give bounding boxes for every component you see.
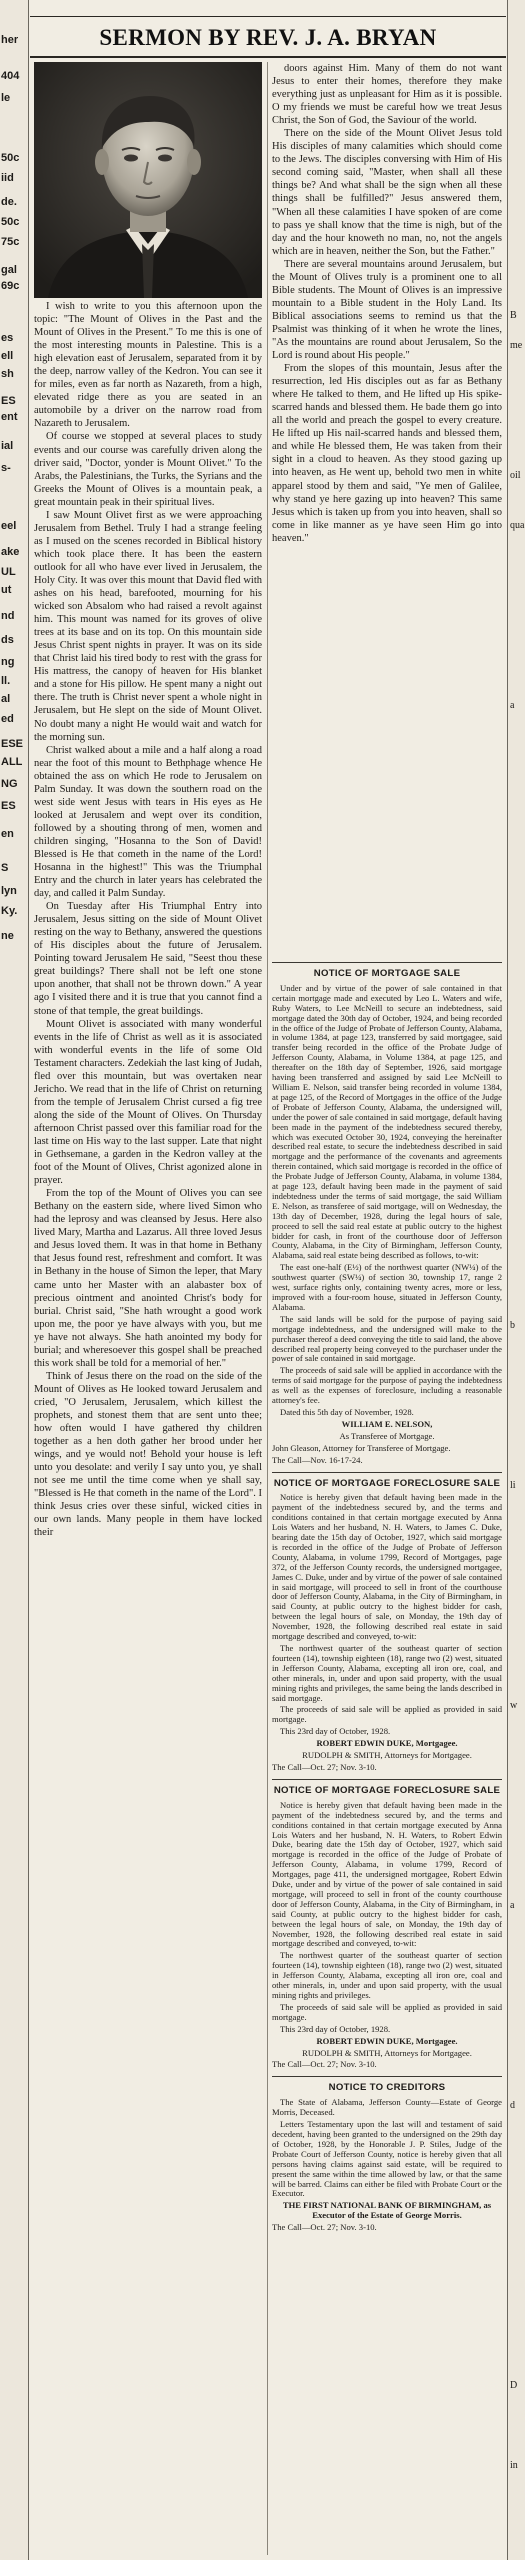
- left-strip-fragment: ell: [1, 350, 14, 362]
- left-strip-fragment: s-: [1, 462, 11, 474]
- notice-signature: ROBERT EDWIN DUKE, Mortgagee.: [316, 2035, 458, 2046]
- notice-title: NOTICE OF MORTGAGE SALE: [313, 968, 461, 979]
- right-strip-fragment: qua: [510, 520, 525, 531]
- legal-notices-column: [272, 962, 502, 2558]
- left-strip-fragment: 50c: [1, 152, 20, 164]
- left-strip-fragment: ake: [1, 546, 20, 558]
- portrait-photo: [34, 62, 262, 298]
- left-strip-fragment: de.: [1, 196, 17, 208]
- left-strip-fragment: her: [1, 34, 19, 46]
- left-strip-fragment: ESE: [1, 738, 24, 750]
- notice-paragraph: This 23rd day of October, 1928.: [280, 2023, 391, 2034]
- right-strip-fragment: w: [510, 1700, 518, 1711]
- sermon-paragraph: I wish to write to you this afternoon upon the topic: "The Mount of Olives in the Past and the Mount of Olives in the Present." To me this is one of the most interesting mounts in Palestine. This is a high elevation east of Jerusalem, separated from it by the deep, narrow valley of the Kedron. You can see it for miles, even as far north as Nazareth, from a high, elevated ridge there as you are seated in an automobile by a driver on the narrow road from Nazareth to Jerusalem.: [34, 301, 262, 430]
- notice-paragraph: The proceeds of said sale will be applied as provided in said mortgage.: [272, 1704, 502, 1725]
- notice-paragraph: Under and by virtue of the power of sale contained in that certain mortgage made and executed by Leo L. Waters and wife, Ruby Waters, to Lee McNeill to secure an indebtedness, said mortgage dated the 30th day of October, 1924, and being recorded in the office of the Judge of Probate of Jefferson County, Alabama, in volume 1384, at page 123, transferred by said mortgagee, said transfer being recorded in the office of the Probate Judge of Jefferson County, Alabama, in Volume 1384, at page 125, and thereafter on the 18th day of September, 1926, said mortgage having been transferred and assigned by said Lee McNeill to William E. Nelson, said transfer being recorded in volume 1384, at page 125, of the Record of Mortgages in the office of the Judge of Probate of Jefferson County, Alabama, the undersigned will, under the power of sale contained in said mortgage, default having been made in the payment of the indebtedness secured thereby, which was executed October 30, 1924, conveying the hereinafter described real estate, to secure the indebtedness described in said mortgage and the performance of the covenants and agreements therein contained, which said mortgage is recorded in the office of the Probate Judge of Jefferson County, Alabama, in volume 1384, at page 123, default having been made in the payment of said indebtedness under the terms of said mortgage, the said William E. Nelson, as transferee of said mortgage, will on Wednesday, the 13th day of December, 1928, during the legal hours of sale, proceed to sell the said real estate at public outcry to the highest bidder for cash, in front of the courthouse door of Jefferson County, Alabama, in the City of Birmingham, Jefferson County, Alabama, said real estate being described as follows, to-wit:: [272, 982, 502, 1261]
- left-strip-fragment: en: [1, 828, 14, 840]
- notice-paragraph: Notice is hereby given that default having been made in the payment of the indebtedness secured by, and the terms and conditions contained in that certain mortgage executed by Anna Lois Waters and her husband, N. H. Waters, to Robert Edwin Duke, bearing date the 15th day of October, 1927, which said mortgage is recorded in the office of the Judge of Probate of Jefferson County, Alabama, in volume 1799, Record of Mortgages, page 411, the undersigned mortgagee, Robert Edwin Duke, under and by virtue of the power of sale contained in said mortgage, will proceed to sell in front of the county courthouse door of Jefferson County, Alabama, in the City of Birmingham, in said County, at public outcry to the highest bidder for cash, between the legal hours of sale, on Monday, the 19th day of November, 1928, the following described real estate in said mortgage described and conveyed, to-wit:: [272, 1799, 502, 1949]
- notice-footer: The Call—Oct. 27; Nov. 3-10.: [272, 2059, 377, 2070]
- left-strip-fragment: ES: [1, 395, 16, 407]
- sermon-paragraph: From the slopes of this mountain, Jesus after the resurrection, led His disciples out as far as Bethany where He talked to them, and He lifted up His spike-scarred hands and blessed them. He bade them go into all the world and preach the gospel to every creature. He lifted up His nail-scarred hands and blessed them, and while He blessed them, He was taken from their sight in a cloud to heaven. As they stood gazing up into heaven, as He went up, behold two men in white apparel stood by them and said, "Ye men of Galilee, why stand ye here gazing up into heaven? This same Jesus which is taken up from you into heaven, shall so come in like manner as ye have seen Him go into heaven.": [272, 363, 502, 544]
- sermon-paragraph: doors against Him. Many of them do not want Jesus to enter their homes, therefore they make everything just as unpleasant for Him as it is possible. O my friends we must be careful how we treat Jesus Christ, the Son of God, the Saviour of the world.: [272, 63, 502, 127]
- left-strip-fragment: ng: [1, 656, 15, 668]
- notice-paragraph: Letters Testamentary upon the last will and testament of said decedent, having been granted to the undersigned on the 29th day of October, 1928, by the Honorable J. P. Stiles, Judge of the Probate Court of Jefferson County, notice is hereby given that all persons having claims against said estate, will be required to present the same within the time allowed by law, or that the same will be barred. Claims can either be filed with Probate Court or the Executor.: [272, 2119, 502, 2199]
- sermon-paragraph: I saw Mount Olivet first as we were approaching Jerusalem from Bethel. Truly I had a strange feeling as I mused on the scenes recorded in Biblical history which took place there. It has been the eastern outlook for all who have ever lived in Jerusalem, the Holy City. It was over this mount that David fled with ashes on his head, barefooted, mourning for his wicked son Absalom who had raised a revolt against him. This mount was named for its groves of olive trees at its base and on its top. On this mountain side Jesus Christ spent nights in prayer. It was on its side that Christ laid his tired body to rest with the grass for His mattress, the canopy of heaven for His blanket and a stone for His pillow. He spent many a night out there. The truth is Christ never spent a whole night in Jerusalem, but He slept on the side of Mount Olivet. No doubt many a night He would wait and watch for the morning sun.: [34, 509, 262, 743]
- column-divider: [267, 62, 268, 2555]
- notice-paragraph: Notice is hereby given that default having been made in the payment of the indebtedness secured by, and the terms and conditions contained in that certain mortgage executed by Anna Lois Waters and her husband, N. H. Waters, to James C. Duke, bearing date the 15th day of October, 1927, which said mortgage is recorded in the office of the Judge of Probate of Jefferson County, Alabama, in volume 1799, Record of Mortgages, page 372, of the Jefferson County records, the undersigned mortgagee, James C. Duke, under and by virtue of the power of sale contained in said mortgage, will proceed to sell in front of the courthouse door of Jefferson County, Alabama, in the City of Birmingham, in said County, at public outcry to the highest bidder for cash, between the legal hours of sale, on Monday, the 19th day of November, 1928, the following described real estate in said mortgage described and conveyed, to-wit:: [272, 1492, 502, 1642]
- right-strip-fragment: me: [510, 340, 523, 351]
- notice-footer: John Gleason, Attorney for Transferee of Mortgage.: [272, 1442, 451, 1453]
- notice-paragraph: The east one-half (E½) of the northwest quarter (NW¼) of the southwest quarter (SW¼) of section 30, township 17, range 2 west, surface rights only, containing twenty acres, more or less, improved with a four-room house, situated in Jefferson County, Alabama.: [272, 1262, 502, 1312]
- left-strip-fragment: ll.: [1, 675, 11, 687]
- notice-paragraph: This 23rd day of October, 1928.: [280, 1726, 391, 1737]
- left-strip-fragment: Ky.: [1, 905, 18, 917]
- portrait-illustration: [34, 62, 262, 298]
- sermon-paragraph: Think of Jesus there on the road on the side of the Mount of Olives as He looked toward Jerusalem and cried, "O Jerusalem, Jerusalem, which killest the prophets, and stonest them that are sent unto thee; how often would I have gathered thy children together as a hen doth gather her brood under her wings, and ye would not! Behold your house is left unto you desolate: and verily I say unto you, ye shall not see me until the time come when ye shall say, "Blessed is He that cometh in the name of the Lord". I think Jesus cries over these sinful, wicked cities in our own lands. Many people in them have locked their: [34, 1370, 262, 1539]
- right-strip-fragment: B: [510, 310, 517, 321]
- left-strip-fragment: eel: [1, 520, 17, 532]
- right-strip-fragment: d: [510, 2100, 515, 2111]
- headline-top-rule: [30, 16, 506, 17]
- left-strip-fragment: 75c: [1, 236, 20, 248]
- notice-signature-sub: RUDOLPH & SMITH, Attorneys for Mortgagee.: [302, 1750, 472, 1761]
- left-strip-fragment: S: [1, 862, 9, 874]
- right-strip-fragment: in: [510, 2460, 518, 2471]
- left-strip-fragment: ne: [1, 930, 14, 942]
- sermon-paragraph: There on the side of the Mount Olivet Jesus told His disciples of many calamities which should come to the Jews. The disciples conversing with Him of His second coming said, "Master, when shall all these things be? And what shall be the sign when all these things shall be fulfilled?" Jesus answered them, "When all these calamities I have spoken of are come to pass ye shall know that the time is nigh, but of the day and the hour knoweth no man, no, not the angels which are in heaven, neither the Son, but the Father.": [272, 128, 502, 257]
- notice-footer: The Call—Nov. 16-17-24.: [272, 1454, 363, 1465]
- sermon-column-left: [34, 300, 262, 2555]
- notice-paragraph: The northwest quarter of the southeast quarter of section fourteen (14), township eighteen (18), range two (2) west, situated in Jefferson County, Alabama, excepting all iron ore, coal and other minerals, in, under and upon said property, with the usual mining rights and privileges.: [272, 1950, 502, 2000]
- sermon-paragraph: Of course we stopped at several places to study events and our course was carefully driven along the driver said, "Doctor, yonder is Mount Olivet." To the Arabs, the Palestinians, the Turks, the Syrians and the Greeks the Mount of Olives is a mountain peak, a great mountain peak in their spiritual lives.: [34, 431, 262, 508]
- notice-footer: The Call—Oct. 27; Nov. 3-10.: [272, 1761, 377, 1772]
- notice-paragraph: The said lands will be sold for the purpose of paying said mortgage indebtedness, and the undersigned will make to the purchaser thereof a deed conveying the title to said land, the above described real property being conveyed to the purchaser under the power of sale contained in said mortgage.: [272, 1313, 502, 1364]
- legal-notice: [272, 962, 502, 1466]
- left-strip-fragment: al: [1, 693, 11, 705]
- left-strip-fragment: ds: [1, 634, 14, 646]
- legal-notice: [272, 1779, 502, 2070]
- left-strip-fragment: ALL: [1, 756, 23, 768]
- right-strip-fragment: a: [510, 1900, 515, 1911]
- notice-paragraph: Dated this 5th day of November, 1928.: [280, 1406, 414, 1417]
- notice-footer: The Call—Oct. 27; Nov. 3-10.: [272, 2222, 377, 2233]
- notice-signature: WILLIAM E. NELSON,: [341, 1418, 433, 1429]
- legal-notice: [272, 1472, 502, 1773]
- left-strip-fragment: ut: [1, 584, 12, 596]
- notice-paragraph: The northwest quarter of the southeast quarter of section fourteen (14), township eighteen (18), range two (2) west, situated in Jefferson County, Alabama, excepting all iron ore, coal, and other minerals, in, under and upon said property, with the usual mining rights and privileges, the same being the lands described in said mortgage.: [272, 1643, 502, 1703]
- left-strip-fragment: 69c: [1, 280, 20, 292]
- left-strip-fragment: gal: [1, 264, 17, 276]
- right-strip-fragment: b: [510, 1320, 515, 1331]
- sermon-paragraph: From the top of the Mount of Olives you can see Bethany on the eastern side, where lived Simon who had the leprosy and was cleansed by Jesus. Here also lived Mary, Martha and Lazarus. All three loved Jesus and Jesus loved them. It was in that home in Bethany that Jesus found rest, refreshment and comfort. It was in Bethany in the house of Simon the leper, that Mary came unto her Master with an alabaster box of precious ointment and anointed Christ's body for burial. Christ said, "She hath wrought a good work upon me, the poor ye have always with you, but me ye have not always. She hath anointed my body for burial; and wheresoever this gospel shall be preached this work shall be told for a memorial of her.": [34, 1188, 262, 1369]
- left-strip-fragment: es: [1, 332, 14, 344]
- left-strip-fragment: NG: [1, 778, 18, 790]
- sermon-paragraph: Christ walked about a mile and a half along a road near the foot of this mount to Bethphage whence He obtained the ass on which He rode to Jerusalem on Palm Sunday. It was down the southern road on the west side went Jesus with tears in His eyes as He looked at Jerusalem and wept over its condition, followed by a shouting throng of men, women and children singing, "Hosanna to the Son of David! Blessed is He that cometh in the name of the Lord! Hosanna in the highest!" This was the Triumphal Entry and the church in later years has celebrated the day, and called it Palm Sunday.: [34, 744, 262, 900]
- left-strip-fragment: sh: [1, 368, 14, 380]
- notice-title: NOTICE OF MORTGAGE FORECLOSURE SALE: [273, 1784, 501, 1796]
- notice-signature-sub: As Transferee of Mortgage.: [339, 1430, 435, 1441]
- left-strip-fragment: lyn: [1, 885, 17, 897]
- notice-title: NOTICE TO CREDITORS: [328, 2082, 446, 2094]
- notice-paragraph: The proceeds of said sale will be applied as provided in said mortgage.: [272, 2001, 502, 2022]
- left-strip-fragment: ial: [1, 440, 14, 452]
- notice-title: NOTICE OF MORTGAGE FORECLOSURE SALE: [273, 1477, 501, 1489]
- left-strip-fragment: ed: [1, 713, 14, 725]
- notice-paragraph: The State of Alabama, Jefferson County—Estate of George Morris, Deceased.: [272, 2097, 502, 2118]
- left-strip-fragment: ent: [1, 411, 18, 423]
- sermon-paragraph: Mount Olivet is associated with many wonderful events in the life of Christ as well as it is associated with wonderful events in the life of some Old Testament characters. Zedekiah the last king of Judah, fled over this mountain, but was overtaken near Jericho. We read that in the life of Christ on returning from the temple of Jerusalem Christ cursed a fig tree along the side of the Mount of Olives. On Thursday afternoon Christ passed over this familiar road for the last time on His way to the last supper. Late that night in Gethsemane, a garden in the Kedron valley at the foot of the Mount of Olives, Christ agonized alone in prayer.: [34, 1018, 262, 1187]
- left-strip-fragment: 50c: [1, 216, 20, 228]
- right-strip-fragment: a: [510, 700, 515, 711]
- sermon-column-right: [272, 62, 502, 958]
- legal-notice: [272, 2076, 502, 2233]
- notice-signature: ROBERT EDWIN DUKE, Mortgagee.: [316, 1738, 458, 1749]
- left-strip-fragment: iid: [1, 172, 14, 184]
- notice-paragraph: The proceeds of said sale will be applied in accordance with the terms of said mortgage for the purpose of paying the indebtedness as well as the expenses of foreclosure, including a reasonable attorney's fee.: [272, 1365, 502, 1406]
- adjacent-column-right: [507, 0, 525, 2560]
- left-strip-fragment: UL: [1, 566, 16, 578]
- left-strip-fragment: ES: [1, 800, 16, 812]
- sermon-paragraph: There are several mountains around Jerusalem, but the Mount of Olives truly is a prominent one to all Bible students. The Mount of Olives is an impressive mountain to a Bible student in the Holy Land. Its Biblical associations seems to remind us that the Psalmist was thinking of it when he wrote the lines, "As the mountains are round about Jerusalem, So the Lord is round about His people.": [272, 258, 502, 362]
- left-strip-fragment: 404: [1, 70, 20, 82]
- left-strip-fragment: le: [1, 92, 11, 104]
- left-strip-fragment: nd: [1, 610, 15, 622]
- right-strip-fragment: li: [510, 1480, 516, 1491]
- adjacent-column-left: [0, 0, 29, 2560]
- right-strip-fragment: oil: [510, 470, 521, 481]
- sermon-paragraph: On Tuesday after His Triumphal Entry into Jerusalem, Jesus sitting on the side of Mount Olivet resting on the way to Bethany, answered the questions of His disciples about the future of Jerusalem. Pointing toward Jerusalem He said, "Seest thou these great buildings? There shall not be left one stone upon another, that shall not be thrown down." A year ago I visited there and it is true that you cannot find a stone of that temple, the great buildings.: [34, 901, 262, 1017]
- notice-signature: THE FIRST NATIONAL BANK OF BIRMINGHAM, as Executor of the Estate of George Morris.: [282, 2200, 492, 2221]
- right-strip-fragment: D: [510, 2380, 518, 2391]
- headline: SERMON BY REV. J. A. BRYAN: [30, 20, 506, 58]
- notice-signature-sub: RUDOLPH & SMITH, Attorneys for Mortgagee.: [302, 2047, 472, 2058]
